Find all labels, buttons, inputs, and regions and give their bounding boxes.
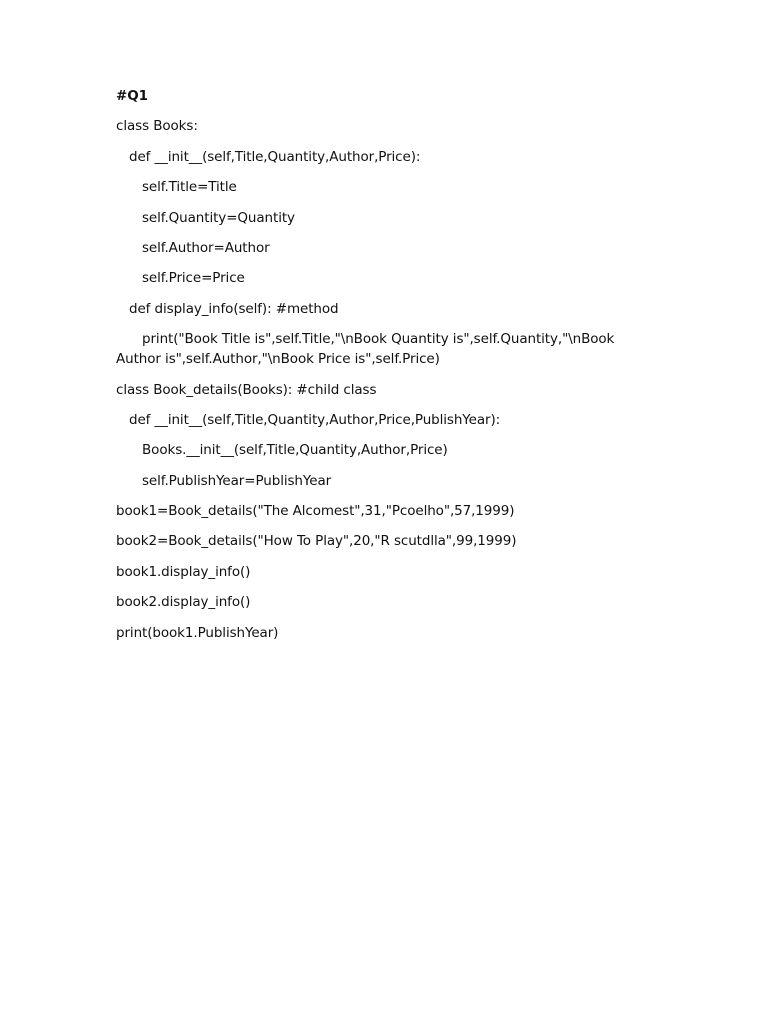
question-heading: #Q1 xyxy=(116,88,148,104)
code-line-book2-display: book2.display_info() xyxy=(116,594,251,611)
code-line-set-price: self.Price=Price xyxy=(142,270,245,287)
code-line-print-publish-year: print(book1.PublishYear) xyxy=(116,624,279,641)
code-line-set-quantity: self.Quantity=Quantity xyxy=(142,209,295,226)
code-line-super-init: Books.__init__(self,Title,Quantity,Author,Price) xyxy=(142,442,448,459)
code-line-print-info: print("Book Title is",self.Title,"\nBook Quantity is",self.Quantity,"\nBook Author is",self.Author,"\nBook Price is",self.Price) xyxy=(116,331,619,368)
code-line-book1-display: book1.display_info() xyxy=(116,563,251,580)
code-line-set-title: self.Title=Title xyxy=(142,179,237,196)
code-line-class-book-details: class Book_details(Books): #child class xyxy=(116,381,377,398)
code-line-display-info-def: def display_info(self): #method xyxy=(129,300,339,317)
code-line-set-author: self.Author=Author xyxy=(142,239,270,256)
code-line-book-details-init: def __init__(self,Title,Quantity,Author,Price,PublishYear): xyxy=(129,411,501,428)
code-line-set-publish-year: self.PublishYear=PublishYear xyxy=(142,472,332,489)
code-line-books-init: def __init__(self,Title,Quantity,Author,Price): xyxy=(129,148,421,165)
code-line-book2: book2=Book_details("How To Play",20,"R scutdlla",99,1999) xyxy=(116,533,517,550)
code-line-class-books: class Books: xyxy=(116,118,198,135)
code-line-book1: book1=Book_details("The Alcomest",31,"Pcoelho",57,1999) xyxy=(116,503,515,520)
code-listing xyxy=(116,86,656,653)
